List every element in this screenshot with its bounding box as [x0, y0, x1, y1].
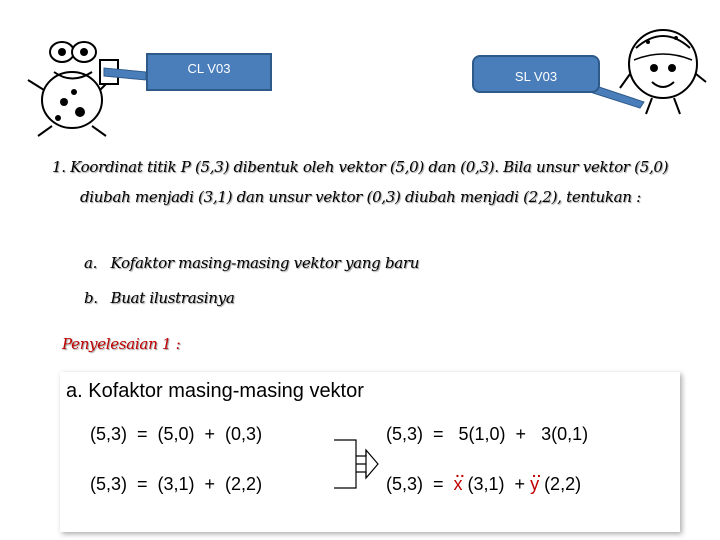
solution-heading: a. Kofaktor masing-masing vektor: [66, 380, 364, 402]
variable-y-label: y: [530, 474, 540, 494]
list-item: [84, 281, 419, 316]
implication-arrow-icon: [332, 424, 382, 504]
right-equation-2-mid: (3,1) +: [462, 474, 531, 494]
solution-box: [60, 372, 680, 532]
callout-pointer: [0, 0, 720, 120]
problem-items: [84, 246, 419, 316]
right-equation-2-lhs: (5,3) =: [386, 474, 454, 494]
list-item-marker: b.: [84, 289, 98, 307]
list-item: [84, 246, 419, 281]
ball-character-clipart-icon: [618, 18, 708, 118]
right-equation-2-rhs: (2,2): [539, 474, 582, 494]
right-equation-1: (5,3) = 5(1,0) + 3(0,1): [386, 424, 589, 444]
variable-x: [453, 464, 466, 494]
problem-line-1: 1. Koordinat titik P (5,3) dibentuk oleh vektor (5,0) dan (0,3). Bila unsur vektor (5,0): [52, 158, 669, 176]
variable-y: [530, 464, 542, 494]
right-equation-2: [386, 464, 582, 495]
cl-callout: [146, 53, 272, 91]
sl-callout: [472, 55, 600, 93]
sl-callout-label: SL V03: [514, 68, 558, 84]
problem-statement: [52, 152, 692, 212]
problem-line-2: diubah menjadi (3,1) dan unsur vektor (0,3) diubah menjadi (2,2), tentukan :: [80, 188, 641, 206]
left-equation-1: (5,3) = (5,0) + (0,3): [90, 424, 263, 444]
list-item-text: Kofaktor masing-masing vektor yang baru: [110, 254, 420, 272]
variable-x-label: x: [453, 474, 463, 494]
list-item-marker: a.: [84, 254, 98, 272]
list-item-text: Buat ilustrasinya: [110, 289, 235, 307]
variable-y-dots: ..: [532, 464, 542, 480]
left-equation-2: (5,3) = (3,1) + (2,2): [90, 474, 263, 494]
cl-callout-label: CL V03: [187, 60, 231, 76]
variable-x-dots: ..: [455, 464, 466, 480]
solution-label: Penyelesaian 1 :: [62, 335, 181, 353]
